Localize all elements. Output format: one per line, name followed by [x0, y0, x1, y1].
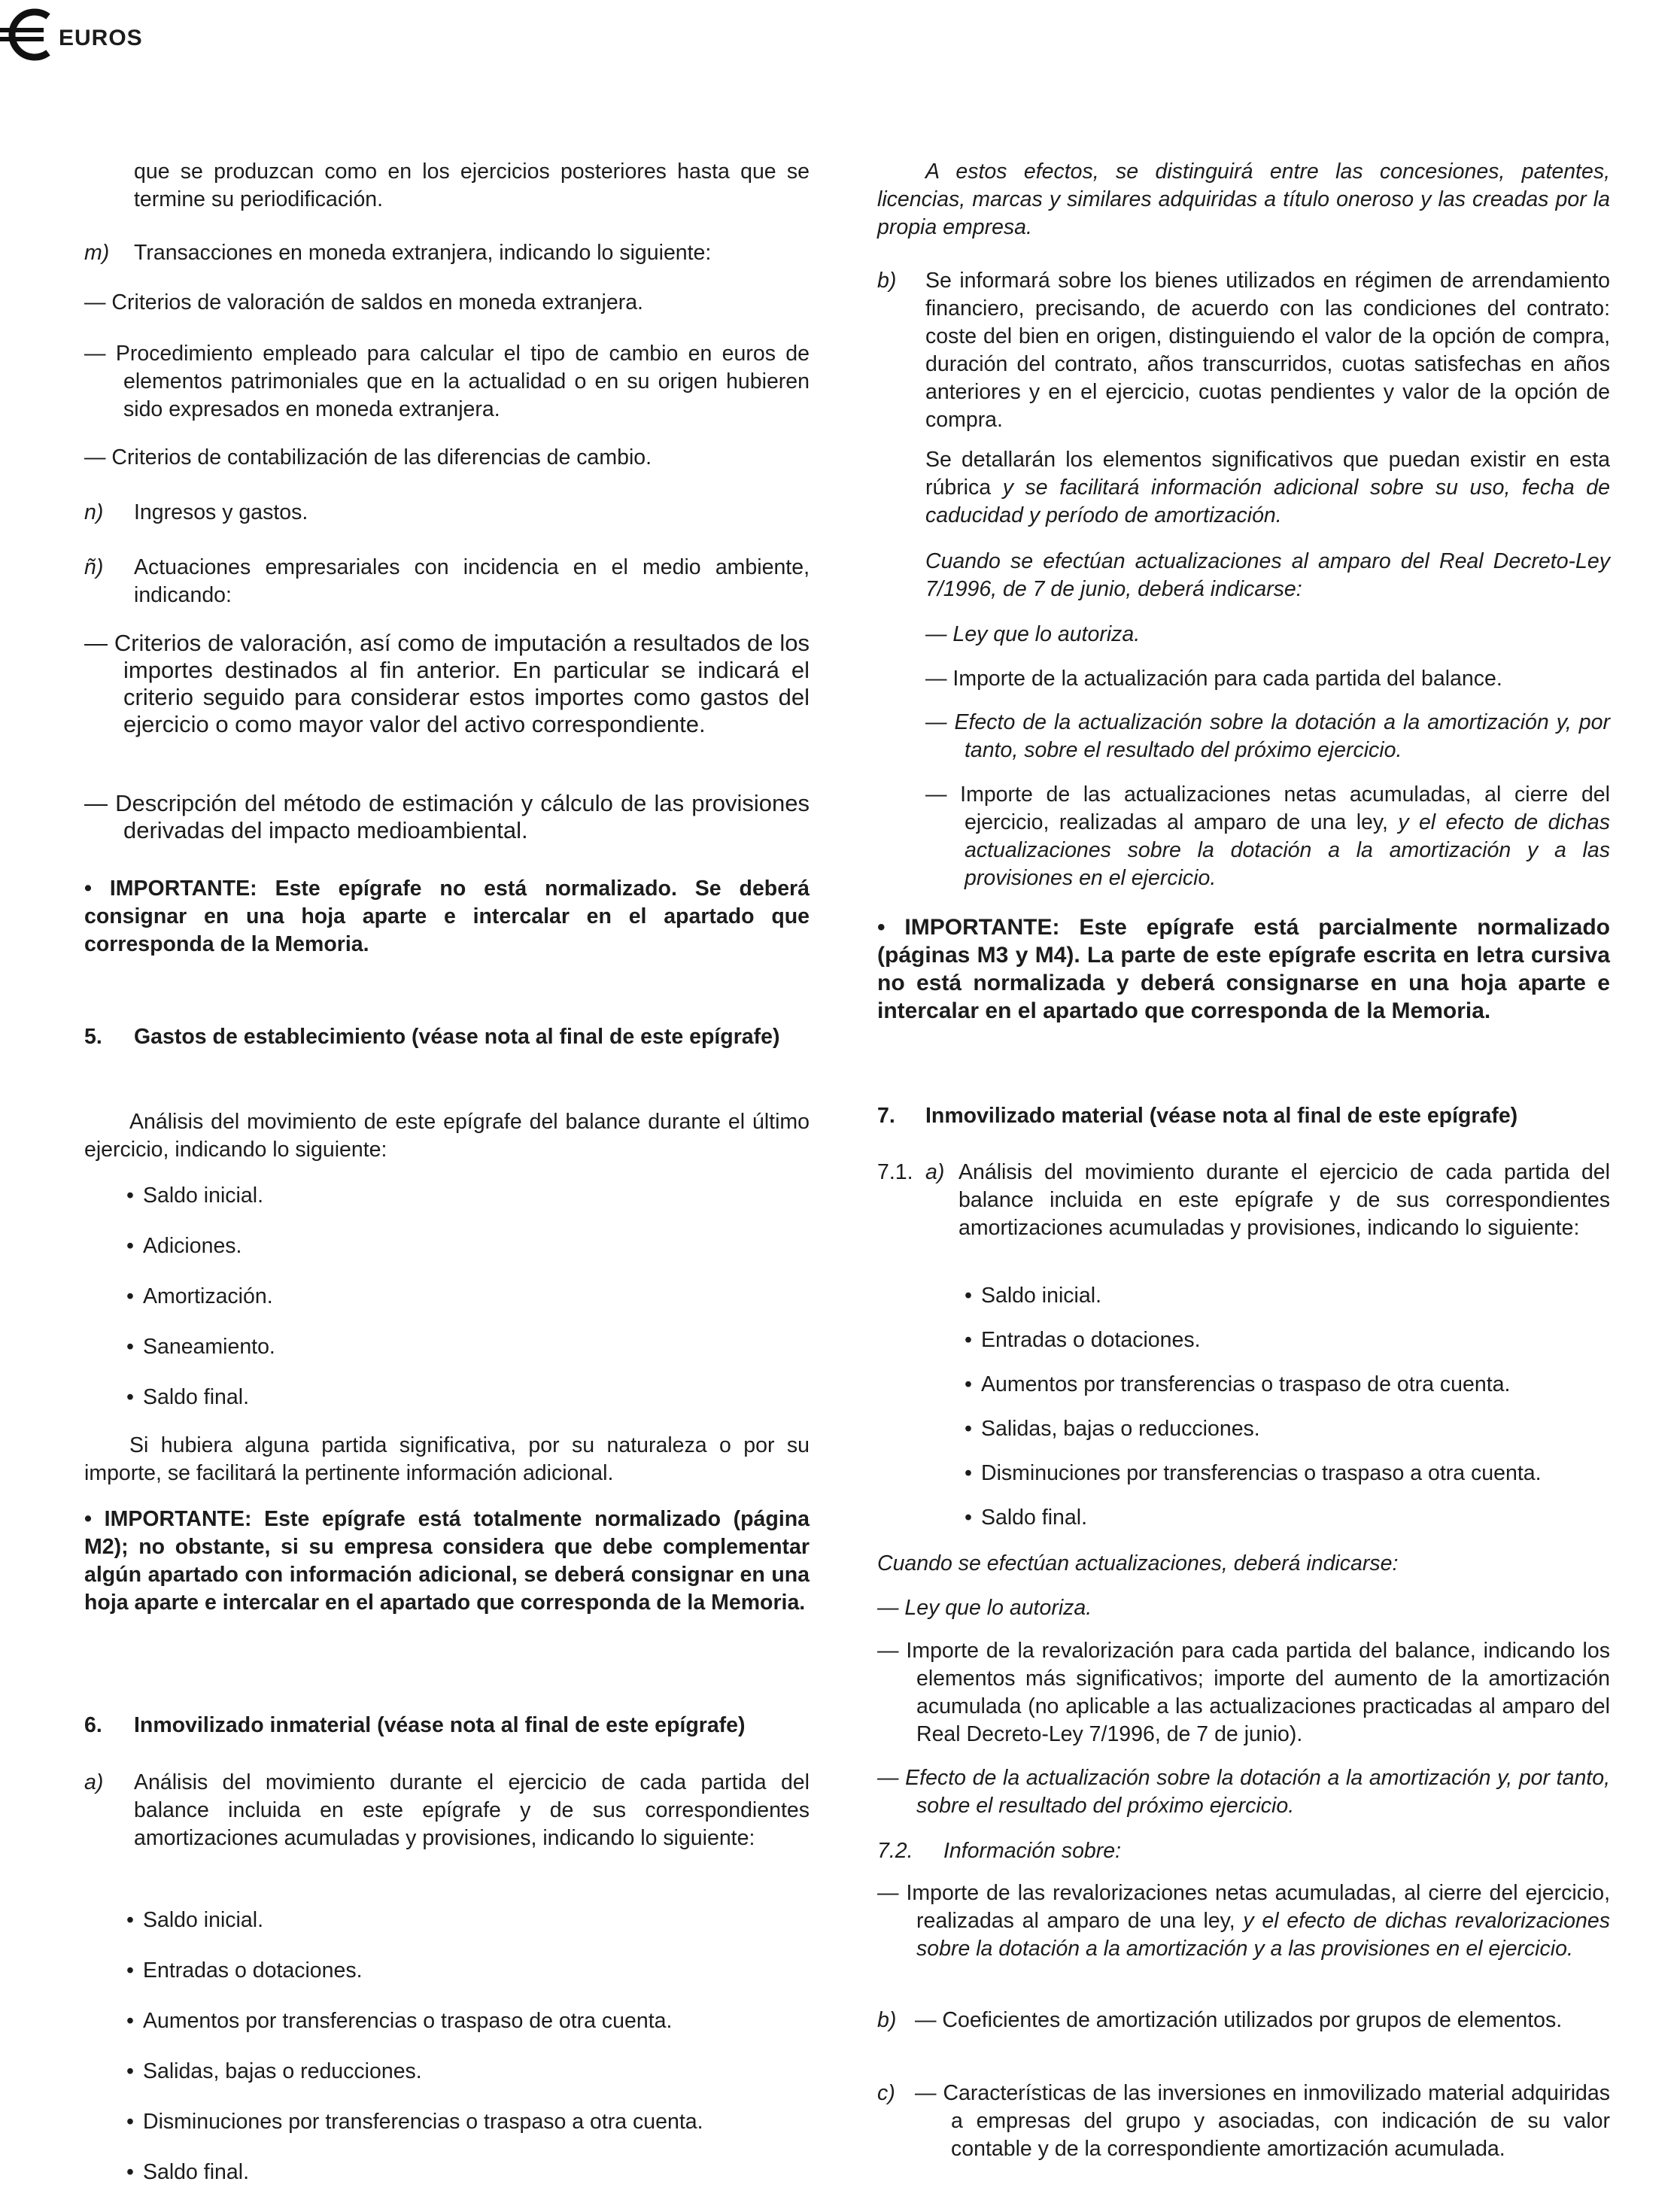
item-7c [877, 2080, 1610, 2163]
item-b-paragraph-2-italic: y se facilitará información adicional sobre su uso, fecha de caducidad y período de amortización. [925, 476, 1610, 527]
section-6-heading [84, 1712, 810, 1740]
item-72 [877, 1837, 1610, 1865]
item-b-dash-3: — Efecto de la actualización sobre la dotación a la amortización y, por tanto, sobre el resultado del próximo ejercicio. [925, 710, 1610, 762]
section-5-bullets [126, 1182, 810, 1434]
list-item: • Saldo inicial. [965, 1282, 1610, 1326]
item-b-dash-1: — Ley que lo autoriza. [925, 622, 1141, 646]
section-7-dash-3: — Efecto de la actualización sobre la dotación a la amortización y, por tanto, sobre el resultado del próximo ejercicio. [877, 1766, 1610, 1818]
list-item: • Adiciones. [126, 1232, 810, 1283]
section-7-title: Inmovilizado material (véase nota al final de este epígrafe) [925, 1104, 1518, 1128]
section-5-number: 5. [84, 1025, 102, 1049]
important-note-2: • IMPORTANTE: Este epígrafe está totalmente normalizado (página M2); no obstante, si su empresa considera que debe complementar algún apartado con información adicional, se deberá consignar en una hoja aparte e intercalar en el apartado que corresponda de la Memoria. [84, 1507, 810, 1615]
section-5-intro: Análisis del movimiento de este epígrafe del balance durante el último ejercicio, indicando lo siguiente: [84, 1110, 810, 1162]
item-m-text: Transacciones en moneda extranjera, indicando lo siguiente: [134, 241, 712, 265]
section-7-number: 7. [877, 1104, 895, 1128]
item-b [877, 267, 1610, 434]
item-6a-label: a) [84, 1770, 104, 1794]
item-m-dash-1: — Criterios de valoración de saldos en moneda extranjera. [84, 290, 643, 314]
item-nn-dash-1: — Criterios de valoración, así como de imputación a resultados de los importes destinados al fin anterior. En particular se indicará el criterio seguido para considerar estos importes como gastos del ejercicio o como mayor valor del activo correspondiente. [84, 630, 810, 737]
list-item: • Saldo inicial. [126, 1182, 810, 1232]
item-71a-text: Análisis del movimiento durante el ejercicio de cada partida del balance incluida en este epígrafe y de sus correspondientes amortizaciones acumuladas y provisiones, indicando lo siguiente: [958, 1160, 1610, 1240]
list-item: • Disminuciones por transferencias o traspaso a otra cuenta. [965, 1460, 1610, 1504]
item-n-label: n) [84, 500, 104, 524]
item-b-label: b) [877, 269, 897, 293]
list-item: • Saldo final. [126, 1384, 810, 1434]
section-7-when-paragraph: Cuando se efectúan actualizaciones, deberá indicarse: [877, 1551, 1399, 1575]
item-nn-dash-2: — Descripción del método de estimación y cálculo de las provisiones derivadas del impacto medioambiental. [84, 790, 810, 843]
item-6a [84, 1769, 810, 1852]
list-item: • Salidas, bajas o reducciones. [126, 2058, 810, 2108]
item-n [84, 499, 810, 527]
item-b-dash-2: — Importe de la actualización para cada partida del balance. [925, 667, 1502, 691]
section-7-heading [877, 1102, 1610, 1130]
list-item: • Saneamiento. [126, 1333, 810, 1384]
item-7c-label: c) [877, 2081, 895, 2105]
list-item: • Entradas o dotaciones. [126, 1957, 810, 2007]
section-7-dash-1: — Ley que lo autoriza. [877, 1596, 1092, 1620]
section-5-title: Gastos de establecimiento (véase nota al final de este epígrafe) [134, 1025, 780, 1049]
list-item: • Aumentos por transferencias o traspaso de otra cuenta. [126, 2007, 810, 2058]
item-72-dash-1-italic: y el efecto de dichas revalorizaciones sobre la dotación a la amortización y a las provisiones en el ejercicio. [916, 1909, 1610, 1961]
section-5-heading [84, 1023, 810, 1051]
section-7-dash-2: — Importe de la revalorización para cada partida del balance, indicando los elementos más significativos; importe del aumento de la amortización acumulada (no aplicable a las actualizaciones practicadas al amparo del Real Decreto-Ley 7/1996, de 7 de junio). [877, 1639, 1610, 1746]
item-72-dash-1-plain: — Importe de las revalorizaciones netas acumuladas, al cierre del ejercicio, realizadas al amparo de una ley, [877, 1881, 1610, 1933]
important-note-3: • IMPORTANTE: Este epígrafe está parcialmente normalizado (páginas M3 y M4). La parte de este epígrafe escrita en letra cursiva no está normalizada y deberá consignarse en una hoja aparte e intercalar en el apartado que corresponda de la Memoria. [877, 915, 1610, 1023]
section-6-bullets [126, 1907, 810, 2209]
section-7-bullets [965, 1282, 1610, 1548]
item-b-paragraph-2 [925, 446, 1610, 530]
item-7b [877, 2007, 1610, 2034]
continuation-paragraph: que se produzcan como en los ejercicios posteriores hasta que se termine su periodificación. [134, 160, 810, 211]
item-nn [84, 554, 810, 609]
item-m [84, 239, 810, 267]
list-item: • Saldo final. [126, 2159, 810, 2209]
euro-logo [0, 6, 150, 66]
item-m-dash-3: — Criterios de contabilización de las diferencias de cambio. [84, 445, 652, 469]
list-item: • Amortización. [126, 1283, 810, 1333]
item-b-dash-4-italic: y el efecto de dichas actualizaciones sobre la dotación a la amortización y a las provisiones en el ejercicio. [965, 810, 1610, 890]
important-note-1: • IMPORTANTE: Este epígrafe no está normalizado. Se deberá consignar en una hoja aparte e intercalar en el apartado que corresponda de la Memoria. [84, 877, 810, 956]
item-b-dash-4 [925, 781, 1610, 892]
list-item: • Saldo inicial. [126, 1907, 810, 1957]
item-m-label: m) [84, 241, 110, 265]
item-7c-text: — Características de las inversiones en inmovilizado material adquiridas a empresas del grupo y asociadas, con indicación de su valor contable y de la correspondiente amortización acumulada. [915, 2081, 1610, 2161]
item-nn-text: Actuaciones empresariales con incidencia en el medio ambiente, indicando: [134, 555, 810, 607]
item-71a [877, 1159, 1610, 1242]
list-item: • Saldo final. [965, 1504, 1610, 1548]
list-item: • Salidas, bajas o reducciones. [965, 1415, 1610, 1460]
distinction-paragraph: A estos efectos, se distinguirá entre las concesiones, patentes, licencias, marcas y similares adquiridas a título oneroso y las creadas por la propia empresa. [877, 160, 1610, 239]
item-7b-label: b) [877, 2008, 897, 2032]
item-72-label: 7.2. [877, 1839, 913, 1863]
section-5-additional: Si hubiera alguna partida significativa, por su naturaleza o por su importe, se facilitará la pertinente información adicional. [84, 1433, 810, 1485]
list-item: • Entradas o dotaciones. [965, 1326, 1610, 1371]
item-b-paragraph-2-plain: Se detallarán los elementos significativos que puedan existir en esta rúbrica [925, 448, 1610, 500]
euro-sign-icon [0, 6, 57, 63]
item-m-dash-2: — Procedimiento empleado para calcular el tipo de cambio en euros de elementos patrimoniales que en la actualidad o en su origen hubieren sido expresados en moneda extranjera. [84, 342, 810, 421]
list-item: • Aumentos por transferencias o traspaso de otra cuenta. [965, 1371, 1610, 1415]
item-nn-label: ñ) [84, 555, 104, 579]
item-71-label: 7.1. [877, 1160, 913, 1184]
item-72-text: Información sobre: [943, 1839, 1122, 1863]
item-b-paragraph-3: Cuando se efectúan actualizaciones al amparo del Real Decreto-Ley 7/1996, de 7 de junio, deberá indicarse: [925, 549, 1610, 601]
item-6a-text: Análisis del movimiento durante el ejercicio de cada partida del balance incluida en este epígrafe y de sus correspondientes amortizaciones acumuladas y provisiones, indicando lo siguiente: [134, 1770, 810, 1850]
item-71a-label: a) [925, 1160, 945, 1184]
section-6-number: 6. [84, 1713, 102, 1737]
item-b-text: Se informará sobre los bienes utilizados en régimen de arrendamiento financiero, precisando, de acuerdo con las condiciones del contrato: coste del bien en origen, distinguiendo el valor de la opción de compra, duración del contrato, años transcurridos, cuotas satisfechas en años anteriores y en el ejercicio, cuotas pendientes y valor de la opción de compra. [925, 269, 1610, 432]
item-7b-text: — Coeficientes de amortización utilizados por grupos de elementos. [915, 2008, 1563, 2032]
list-item: • Disminuciones por transferencias o traspaso a otra cuenta. [126, 2108, 810, 2159]
section-6-title: Inmovilizado inmaterial (véase nota al final de este epígrafe) [134, 1713, 746, 1737]
item-72-dash-1 [877, 1879, 1610, 1963]
item-b-dash-4-plain: — Importe de las actualizaciones netas acumuladas, al cierre del ejercicio, realizadas al amparo de una ley, [925, 782, 1610, 834]
logo-text: EUROS [59, 26, 143, 50]
item-n-text: Ingresos y gastos. [134, 500, 308, 524]
